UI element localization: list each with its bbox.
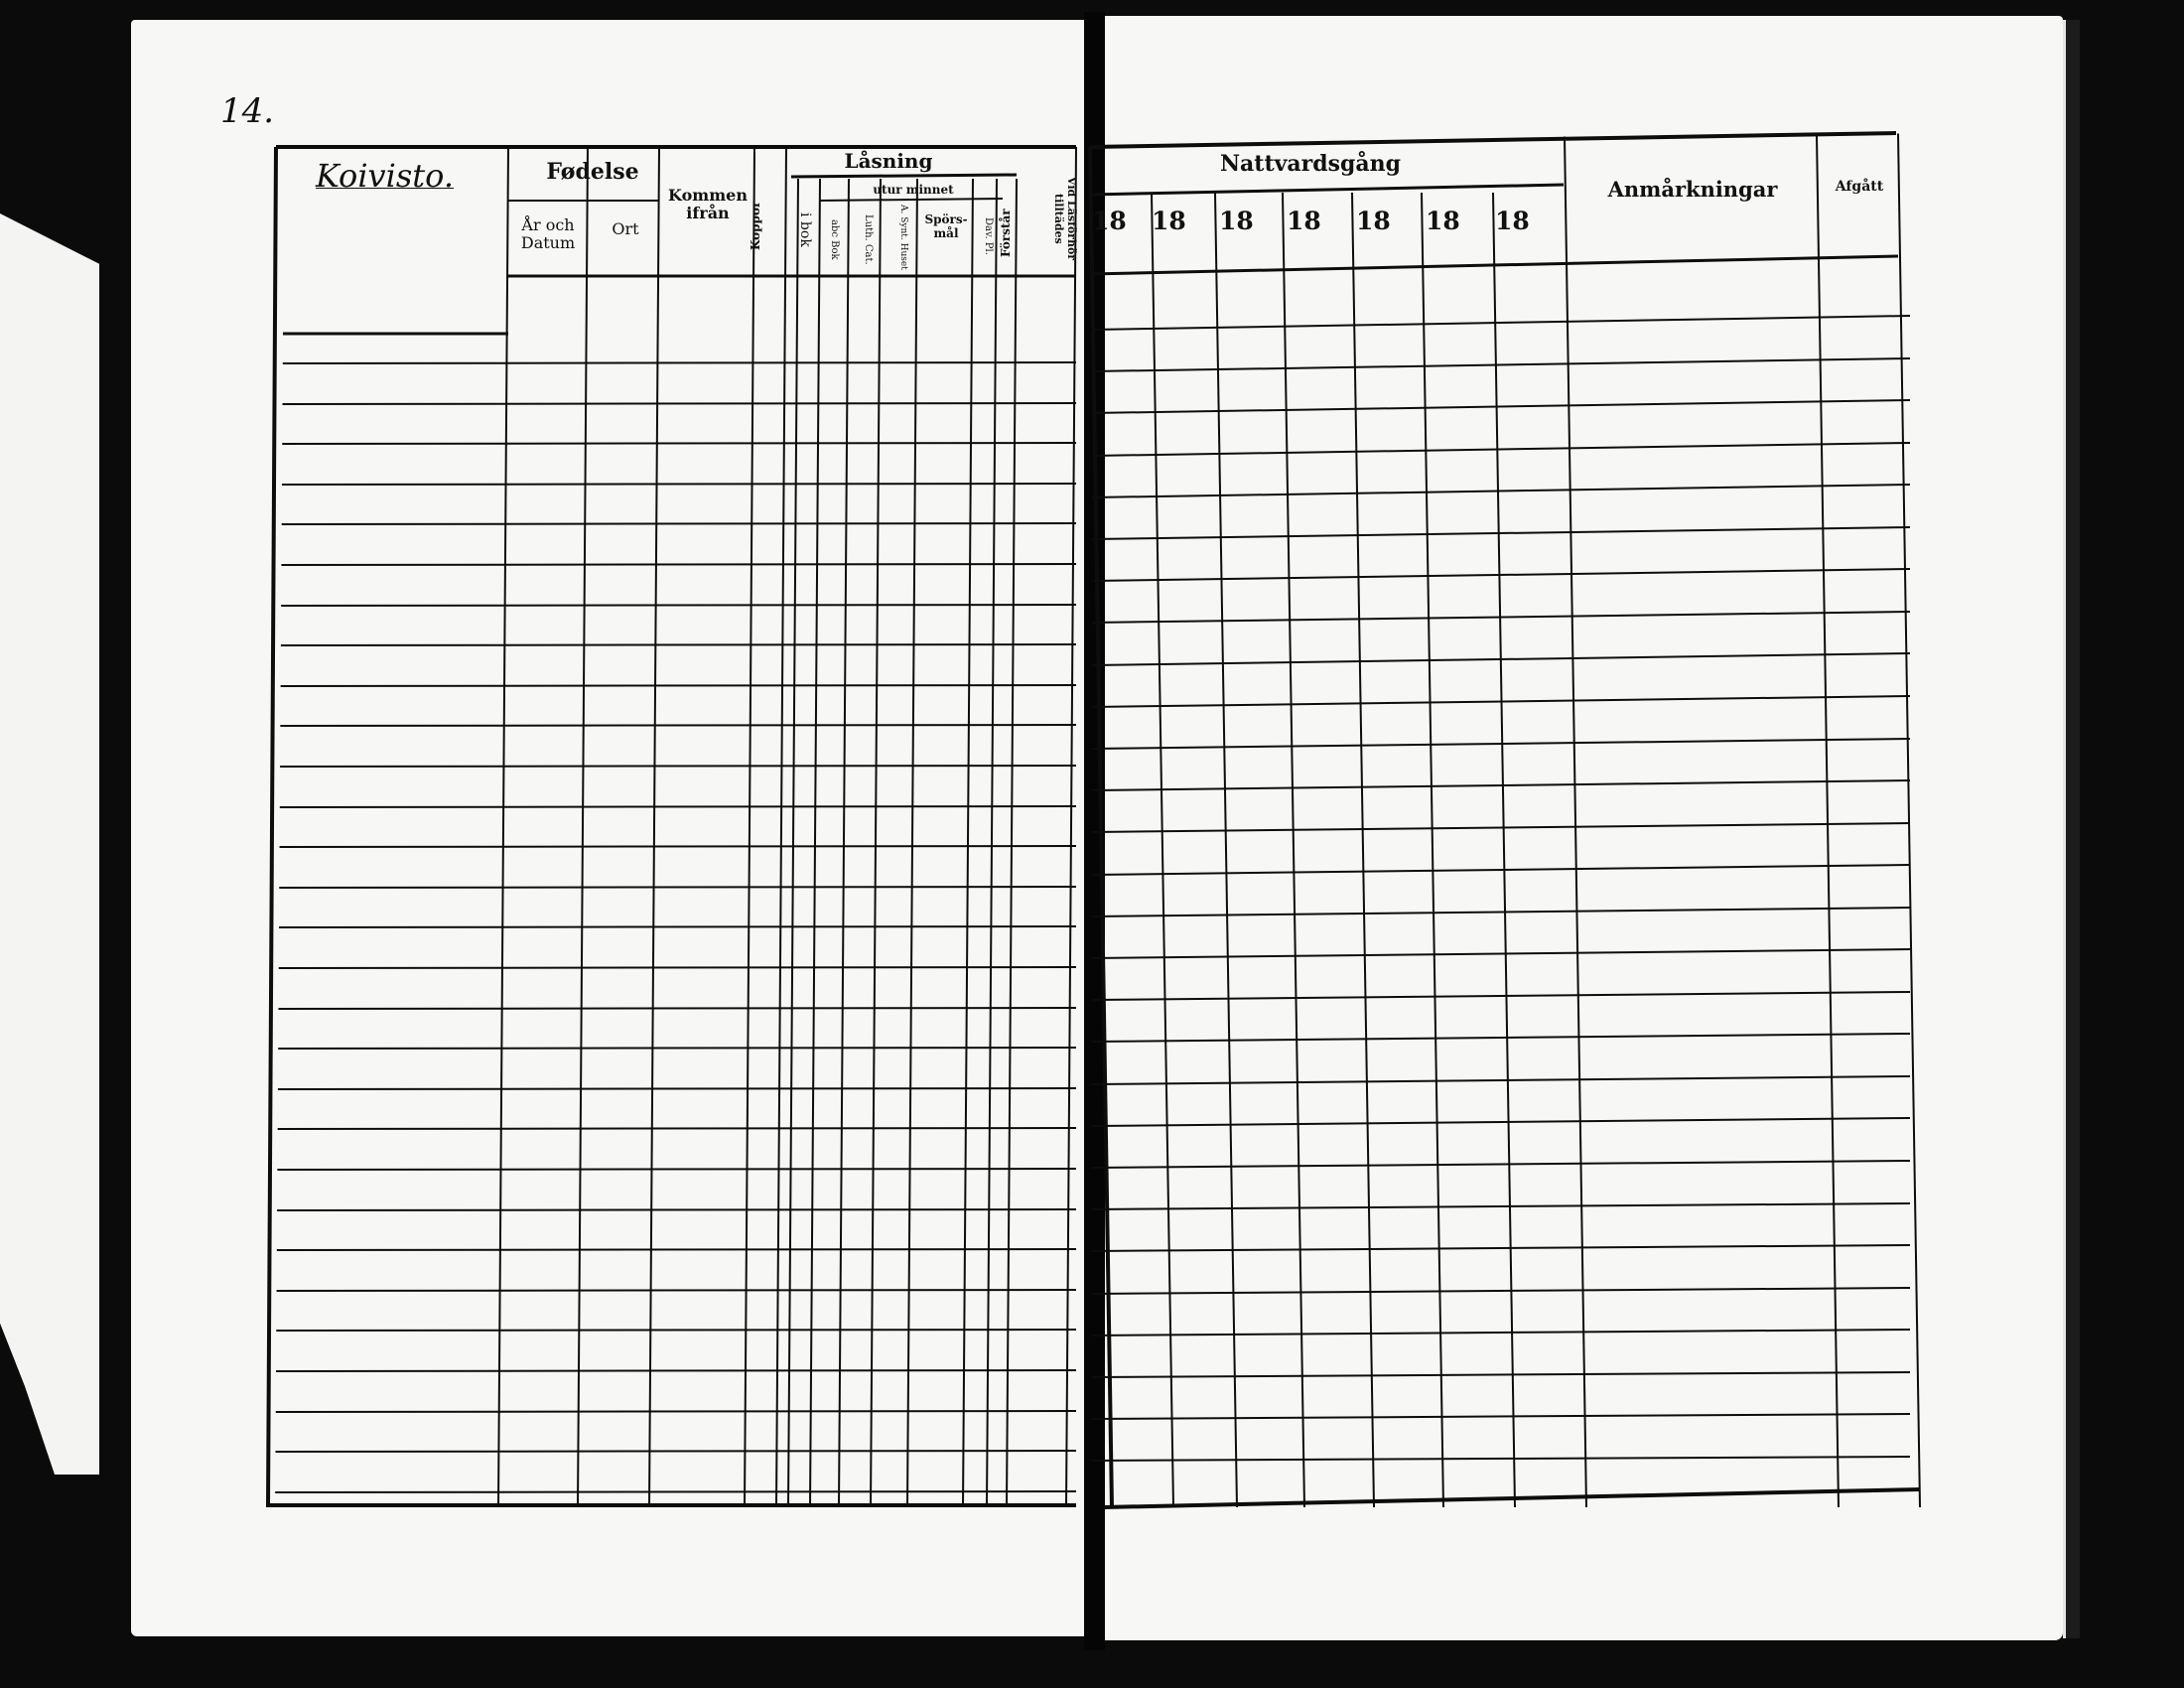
lasning-rule: [791, 175, 1017, 177]
row-rule: [1092, 485, 1910, 497]
row-rule: [280, 766, 1076, 767]
row-rule: [279, 887, 1076, 888]
column-rule: [1493, 193, 1515, 1507]
header-luth-cat: Luth. Cat.: [863, 213, 874, 265]
column-rule: [987, 179, 997, 1507]
column-rule: [1090, 147, 1112, 1507]
row-rule: [1092, 1034, 1910, 1042]
column-rule: [788, 179, 798, 1507]
row-rule: [281, 644, 1076, 645]
row-rule: [1092, 569, 1910, 581]
page-number: 14.: [220, 91, 275, 131]
district-name: Koivisto.: [316, 157, 455, 195]
year-prefix-5: 18: [1356, 207, 1391, 235]
year-prefix-6: 18: [1426, 207, 1460, 235]
row-rule: [278, 1048, 1076, 1049]
row-rule: [1092, 1118, 1910, 1126]
utur-minnet-rule: [820, 199, 1003, 201]
row-rule: [1092, 358, 1910, 371]
row-rule: [1092, 1330, 1910, 1336]
row-rule: [1092, 865, 1910, 875]
row-rule: [1092, 992, 1910, 1000]
row-rule: [276, 1411, 1076, 1412]
row-rule: [278, 1008, 1076, 1009]
column-rule: [1898, 134, 1920, 1508]
row-rule: [277, 1249, 1076, 1250]
row-rule: [279, 926, 1076, 927]
column-rule: [1283, 193, 1304, 1507]
row-rule: [276, 1370, 1076, 1371]
column-rule: [1817, 135, 1839, 1507]
row-rule: [275, 1451, 1076, 1452]
row-rule: [1092, 908, 1910, 916]
header-vid-las-forhor: Vid Läsförhör tilltädes: [1052, 176, 1078, 261]
header-utur-minnet: utur minnet: [873, 183, 954, 197]
year-prefix-4: 18: [1287, 207, 1321, 235]
row-rule: [280, 846, 1076, 847]
column-rule: [498, 147, 508, 1507]
column-rule: [871, 179, 881, 1507]
row-rule: [277, 1209, 1076, 1210]
header-abc-bok: abc Bok: [829, 218, 840, 260]
column-rule: [907, 179, 917, 1507]
header-anmarkningar: Anmårkningar: [1607, 177, 1778, 202]
header-kommen-ifran: Kommen ifrån: [668, 186, 748, 222]
row-rule: [280, 725, 1076, 726]
header-sporsmal: Spörs- mål: [924, 212, 968, 240]
row-rule: [1092, 1414, 1910, 1419]
year-prefix-7: 18: [1495, 207, 1530, 235]
row-rule: [1092, 1245, 1910, 1251]
row-rule: [1092, 1457, 1910, 1461]
row-rule: [1092, 823, 1910, 832]
header-forstar: Förstår: [999, 209, 1013, 258]
header-a-synt-huset: A. Synt. Huset: [898, 205, 908, 270]
row-rule: [277, 1169, 1076, 1170]
row-rule: [276, 1330, 1076, 1331]
year-prefix-1: 18: [1092, 207, 1127, 235]
header-nattvardsgang: Nattvardsgång: [1219, 151, 1402, 177]
row-rule: [278, 1128, 1076, 1129]
header-dav-pl: Dav. Pl.: [983, 217, 994, 255]
bottom-rule: [1104, 1489, 1920, 1507]
column-rule: [963, 179, 973, 1507]
column-rule: [1422, 193, 1443, 1507]
column-rule: [1565, 137, 1586, 1508]
header-i-bok: i bok: [797, 211, 813, 247]
header-ort: Ort: [612, 219, 639, 238]
row-rule: [278, 1088, 1076, 1089]
row-rule: [279, 967, 1076, 968]
row-rule: [1092, 443, 1910, 456]
header-fodelse: Fødelse: [546, 159, 639, 185]
header-koppor: Koppor: [749, 201, 762, 250]
row-rule: [282, 523, 1076, 524]
row-rule: [1092, 780, 1910, 790]
column-rule: [1152, 193, 1173, 1507]
column-rule: [839, 179, 849, 1507]
row-rule: [1092, 1203, 1910, 1209]
row-rule: [1092, 739, 1910, 749]
row-rule: [1092, 1161, 1910, 1168]
row-rule: [281, 685, 1076, 686]
row-rule: [281, 564, 1076, 565]
header-ar-och-datum: År och Datum: [520, 215, 576, 252]
row-rule: [283, 362, 1076, 363]
row-rule: [280, 806, 1076, 807]
year-prefix-3: 18: [1219, 207, 1254, 235]
row-rule: [1092, 527, 1910, 539]
row-rule: [1092, 949, 1910, 958]
row-rule: [1092, 1076, 1910, 1084]
header-afgatt: Afgått: [1835, 179, 1884, 195]
column-rule: [745, 147, 754, 1507]
row-rule: [281, 605, 1076, 606]
column-rule: [578, 147, 588, 1507]
row-rule: [282, 443, 1076, 444]
column-rule: [649, 147, 659, 1507]
header-lasning: Låsning: [844, 149, 933, 173]
left-border: [268, 147, 276, 1507]
column-rule: [1352, 193, 1374, 1507]
row-rule: [282, 484, 1076, 485]
row-rule: [275, 1491, 1076, 1492]
row-rule: [1092, 1288, 1910, 1294]
row-rule: [283, 403, 1076, 404]
row-rule: [277, 1290, 1076, 1291]
year-prefix-2: 18: [1152, 207, 1186, 235]
row-rule: [1092, 400, 1910, 413]
column-rule: [1007, 179, 1017, 1507]
column-rule: [1215, 193, 1237, 1507]
row-rule: [1092, 316, 1910, 330]
top-rule: [1090, 133, 1896, 147]
column-rule: [1066, 147, 1076, 1507]
row-rule: [1092, 1372, 1910, 1377]
column-rule: [776, 147, 786, 1507]
column-rule: [810, 179, 820, 1507]
